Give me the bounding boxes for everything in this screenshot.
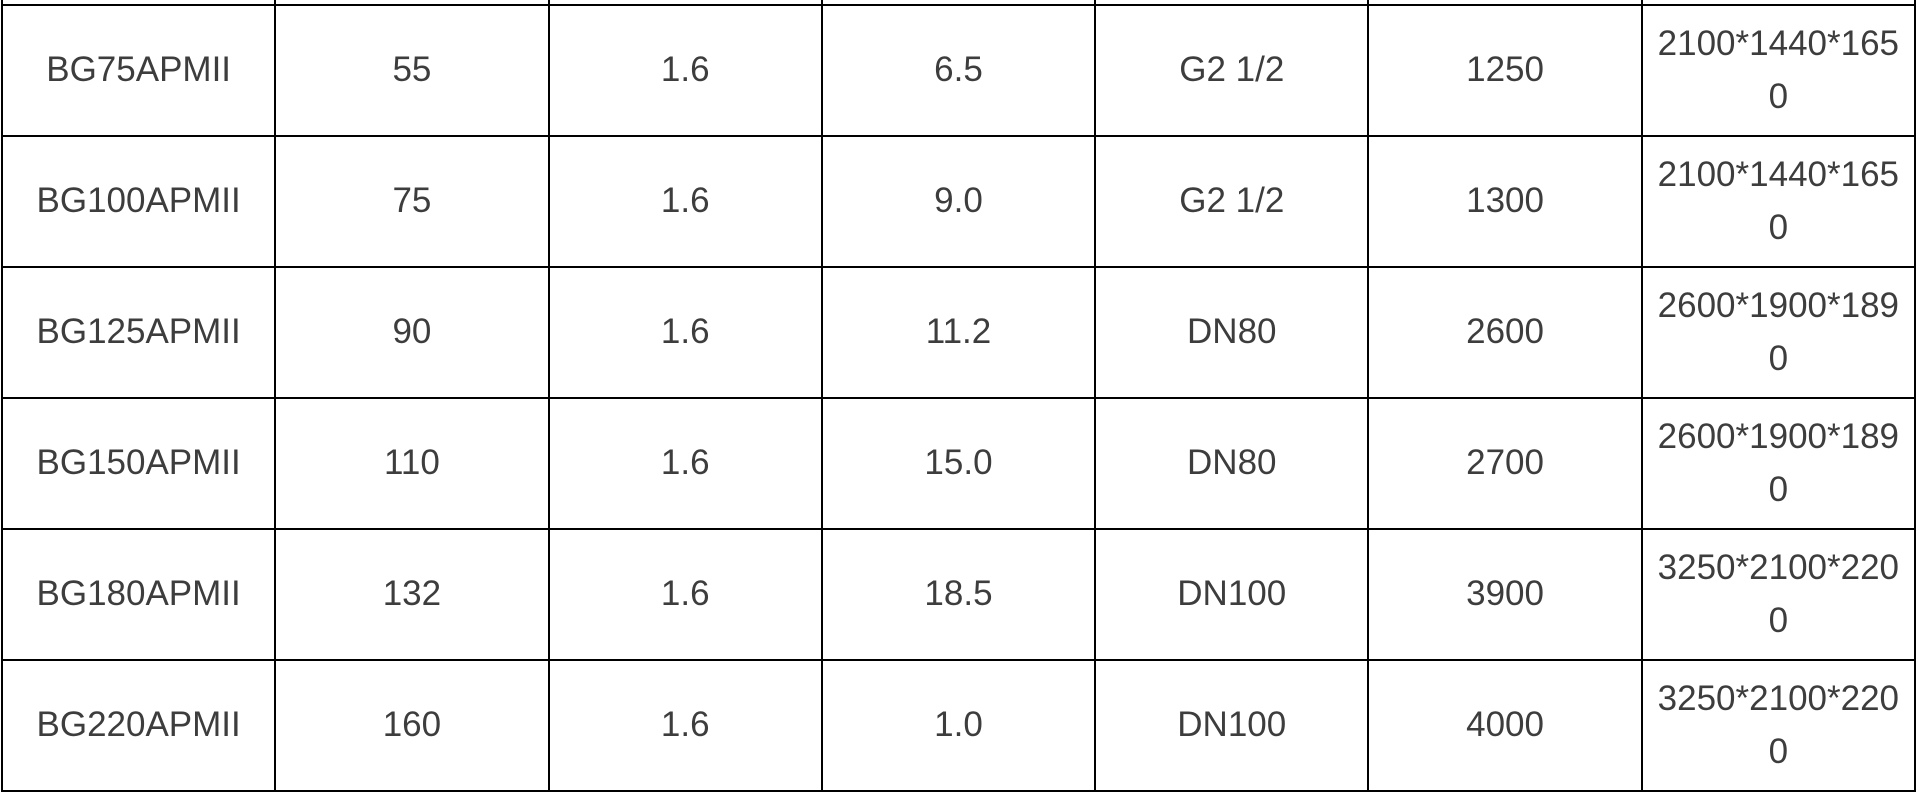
product-spec-table: [1, 0, 1916, 792]
table-cell: 160: [275, 660, 548, 791]
table-row: [2, 5, 1915, 136]
table-cell: 55: [275, 5, 548, 136]
table-row: [2, 267, 1915, 398]
table-cell: 18.5: [822, 529, 1095, 660]
table-cell: 1.6: [549, 5, 822, 136]
table-cell: 110: [275, 398, 548, 529]
table-cell: BG125APMII: [2, 267, 275, 398]
table-cell: 1300: [1368, 136, 1641, 267]
table-cell: 2600: [1368, 267, 1641, 398]
table-cell: 75: [275, 136, 548, 267]
table-cell: 6.5: [822, 5, 1095, 136]
table-cell: 1.6: [549, 136, 822, 267]
table-cell: 11.2: [822, 267, 1095, 398]
table-cell: 9.0: [822, 136, 1095, 267]
table-row: [2, 529, 1915, 660]
table-cell: BG220APMII: [2, 660, 275, 791]
table-cell: DN80: [1095, 398, 1368, 529]
table-cell: BG75APMII: [2, 5, 275, 136]
table-cell: 2100*1440*1650: [1642, 136, 1915, 267]
table-cell: 2100*1440*1650: [1642, 5, 1915, 136]
table-cell: 3250*2100*2200: [1642, 660, 1915, 791]
table-cell: BG180APMII: [2, 529, 275, 660]
table-cell: 1.6: [549, 529, 822, 660]
table-row: [2, 398, 1915, 529]
table-cell: G2 1/2: [1095, 5, 1368, 136]
table-row: [2, 660, 1915, 791]
table-cell: G2 1/2: [1095, 136, 1368, 267]
table-cell: 3250*2100*2200: [1642, 529, 1915, 660]
table-cell: 1.0: [822, 660, 1095, 791]
table-cell: 3900: [1368, 529, 1641, 660]
table-cell: BG100APMII: [2, 136, 275, 267]
table-cell: BG150APMII: [2, 398, 275, 529]
table-cell: 2600*1900*1890: [1642, 267, 1915, 398]
table-cell: 1.6: [549, 398, 822, 529]
table-cell: DN100: [1095, 660, 1368, 791]
table-cell: 1.6: [549, 660, 822, 791]
table-body: [2, 0, 1915, 791]
table-cell: 15.0: [822, 398, 1095, 529]
table-cell: 1250: [1368, 5, 1641, 136]
table-cell: DN80: [1095, 267, 1368, 398]
table-cell: 4000: [1368, 660, 1641, 791]
table-cell: 2600*1900*1890: [1642, 398, 1915, 529]
table-cell: 2700: [1368, 398, 1641, 529]
table-cell: 132: [275, 529, 548, 660]
table-cell: DN100: [1095, 529, 1368, 660]
table-row: [2, 136, 1915, 267]
table-cell: 1.6: [549, 267, 822, 398]
table-cell: 90: [275, 267, 548, 398]
